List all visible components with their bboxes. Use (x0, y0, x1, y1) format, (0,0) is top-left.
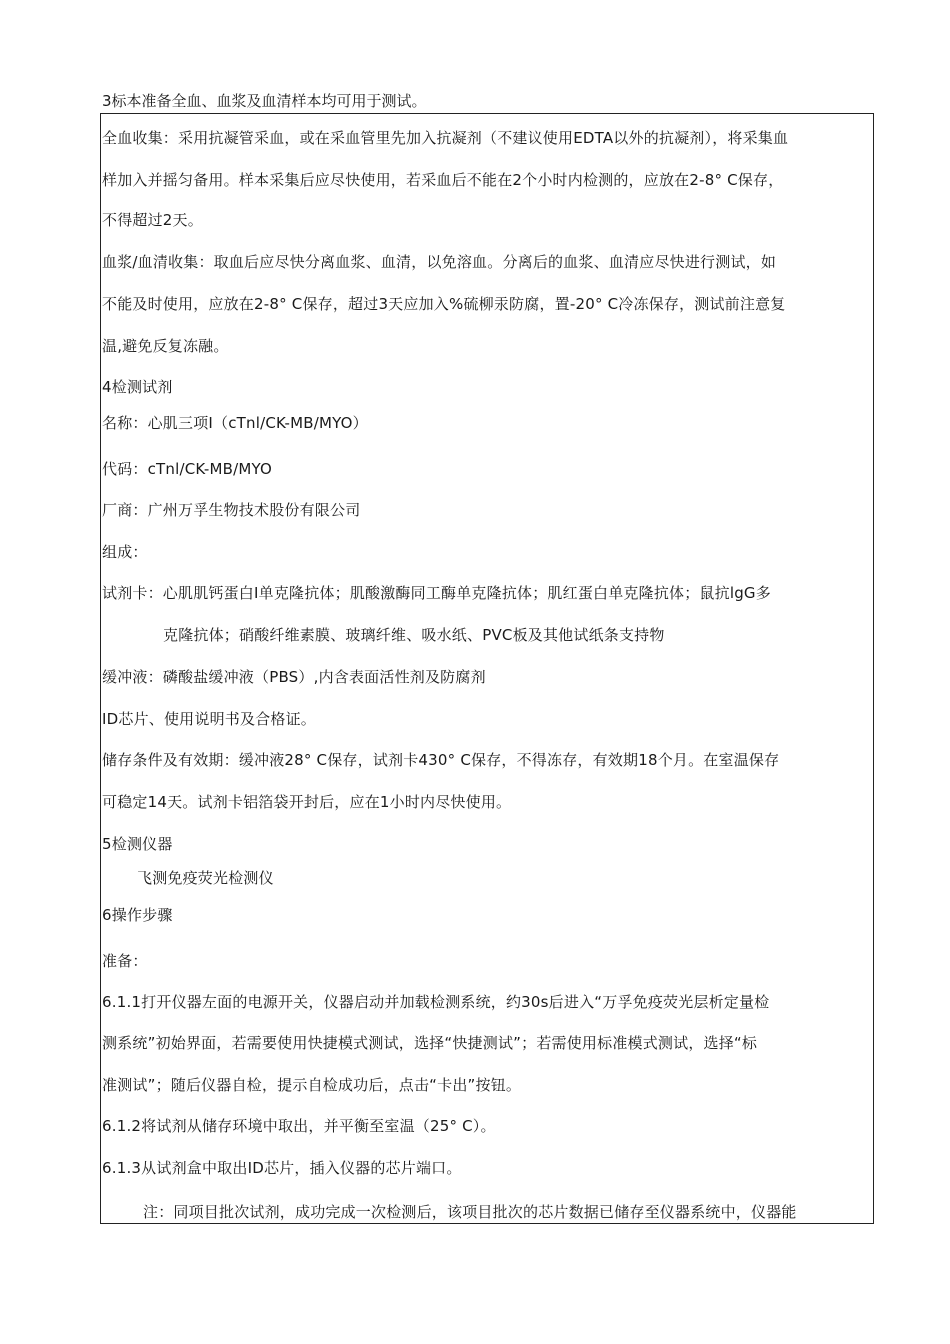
section-5-heading: 5检测仪器 (102, 835, 173, 853)
test-card-line-1: 试剂卡：心肌肌钙蛋白I单克隆抗体；肌酸激酶同工酶单克隆抗体；肌红蛋白单克隆抗体；鼠抗lgG多 (102, 584, 771, 602)
manufacturer: 厂商：广州万孚生物技术股份有限公司 (102, 501, 361, 519)
document-content-box (100, 113, 874, 1223)
step-6-1-2: 6.1.2将试剂从储存环境中取出，并平衡至室温（25° C）。 (102, 1117, 496, 1135)
id-chip-line: ID芯片、使用说明书及合格证。 (102, 710, 316, 728)
whole-blood-line-3: 不得超过2天。 (102, 211, 203, 229)
step-6-1-3: 6.1.3从试剂盒中取出ID芯片，插入仪器的芯片端口。 (102, 1159, 462, 1177)
plasma-serum-line-2: 不能及时使用，应放在2-8° C保存，超过3天应加入%硫柳汞防腐，置-20° C冷冻保存，测试前注意复 (102, 295, 786, 313)
step-6-1-1-line-3: 准测试”；随后仪器自检，提示自检成功后，点击“卡出”按钮。 (102, 1076, 522, 1094)
reagent-name: 名称：心肌三项I（cTnl/CK-MB/MYO） (102, 414, 368, 432)
test-card-line-2: 克隆抗体；硝酸纤维素膜、玻璃纤维、吸水纸、PVC板及其他试纸条支持物 (163, 626, 665, 644)
note-line: 注：同项目批次试剂，成功完成一次检测后，该项目批次的芯片数据已储存至仪器系统中，仪器能 (143, 1203, 797, 1221)
section-3-heading: 3标本准备全血、血浆及血清样本均可用于测试。 (102, 92, 427, 110)
whole-blood-line-2: 样加入并摇匀备用。样本采集后应尽快使用，若采血后不能在2个小时内检测的，应放在2-8° C保存， (102, 171, 784, 189)
storage-line-1: 储存条件及有效期：缓冲液28° C保存，试剂卡430° C保存，不得冻存，有效期18个月。在室温保存 (102, 751, 780, 769)
step-6-1-1-line-1: 6.1.1打开仪器左面的电源开关，仪器启动并加载检测系统，约30s后进入“万孚免疫荧光层析定量检 (102, 993, 770, 1011)
section-4-heading: 4检测试剂 (102, 378, 173, 396)
plasma-serum-line-1: 血浆/血清收集：取血后应尽快分离血浆、血清，以免溶血。分离后的血浆、血清应尽快进行测试，如 (102, 253, 777, 271)
preparation-label: 准备： (102, 952, 148, 970)
whole-blood-line-1: 全血收集：采用抗凝管采血，或在采血管里先加入抗凝剂（不建议使用EDTA以外的抗凝剂），将采集血 (102, 129, 789, 147)
reagent-code: 代码：cTnl/CK-MB/MYO (102, 460, 273, 478)
instrument-name: 飞测免疫荧光检测仪 (137, 869, 274, 887)
buffer-line: 缓冲液：磷酸盐缓冲液（PBS）,内含表面活性剂及防腐剂 (102, 668, 486, 686)
section-6-heading: 6操作步骤 (102, 906, 173, 924)
composition-label: 组成： (102, 543, 148, 561)
plasma-serum-line-3: 温,避免反复冻融。 (102, 337, 229, 355)
step-6-1-1-line-2: 测系统”初始界面，若需要使用快捷模式测试，选择“快捷测试”；若需使用标准模式测试，选择“标 (102, 1034, 758, 1052)
storage-line-2: 可稳定14天。试剂卡铝箔袋开封后，应在1小时内尽快使用。 (102, 793, 512, 811)
